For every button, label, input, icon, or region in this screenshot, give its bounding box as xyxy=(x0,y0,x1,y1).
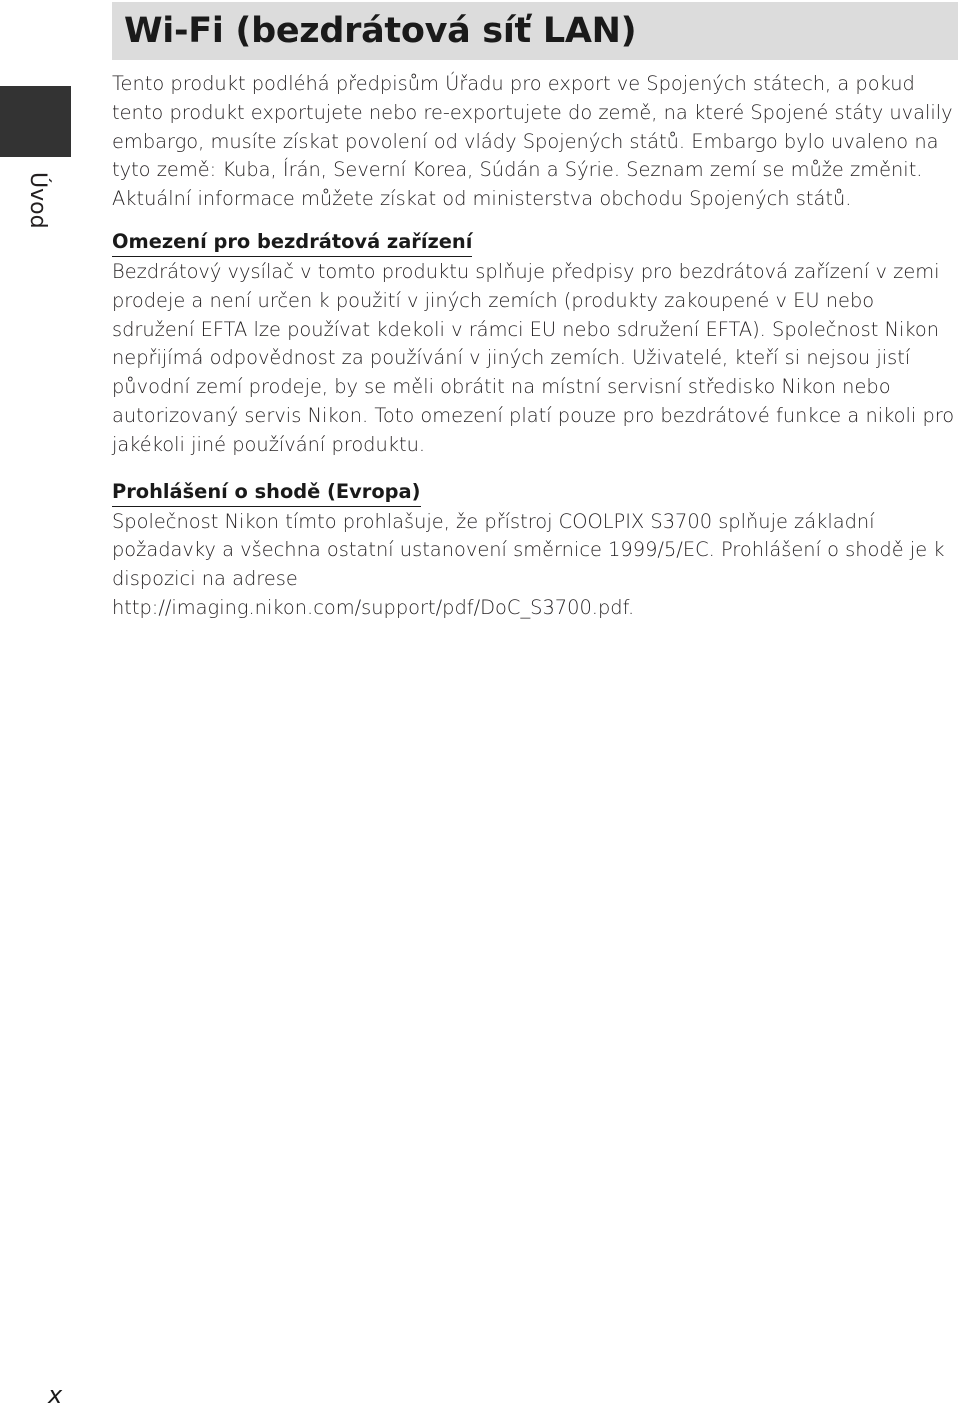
page-title: Wi-Fi (bezdrátová síť LAN) xyxy=(124,10,637,51)
side-section-label xyxy=(24,168,54,248)
page-number: x xyxy=(48,1381,63,1409)
side-section-label-text: Úvod xyxy=(25,172,50,229)
section-body: Společnost Nikon tímto prohlašuje, že přístroj COOLPIX S3700 splňuje základní požadavky a všechna ostatní ustanovení směrnice 1999/5/EC. Prohlášení o shodě je k dispozici na adrese xyxy=(112,509,945,591)
section-tab-marker xyxy=(0,86,71,157)
section-declaration-of-conformity xyxy=(112,478,958,623)
section-heading: Prohlášení o shodě (Evropa) xyxy=(112,478,421,507)
title-bar xyxy=(112,2,958,60)
section-wireless-restrictions xyxy=(112,228,958,460)
intro-paragraph: Tento produkt podléhá předpisům Úřadu pro export ve Spojených státech, a pokud tento produkt exportujete nebo re-exportujete do země, na které Spojené státy uvalily embargo, musíte získat povolení od vlády Spojených států. Embargo bylo uvaleno na tyto země: Kuba, Írán, Severní Korea, Súdán a Sýrie. Seznam zemí se může změnit. Aktuální informace můžete získat od ministerstva obchodu Spojených států. xyxy=(112,72,953,211)
main-content xyxy=(112,70,958,641)
section-heading: Omezení pro bezdrátová zařízení xyxy=(112,228,472,257)
section-body: Bezdrátový vysílač v tomto produktu splňuje předpisy pro bezdrátová zařízení v zemi prodeje a není určen k použití v jiných zemích (produkty zakoupené v EU nebo sdružení EFTA lze používat kdekoli v rámci EU nebo sdružení EFTA). Společnost Nikon nepřijímá odpovědnost za používání v jiných zemích. Uživatelé, kteří si nejsou jistí původní zemí prodeje, by se měli obrátit na místní servisní středisko Nikon nebo autorizovaný servis Nikon. Toto omezení platí pouze pro bezdrátové funkce a nikoli pro jakékoli jiné používání produktu. xyxy=(112,259,955,456)
doc-url: http://imaging.nikon.com/support/pdf/DoC_S3700.pdf. xyxy=(112,595,635,619)
